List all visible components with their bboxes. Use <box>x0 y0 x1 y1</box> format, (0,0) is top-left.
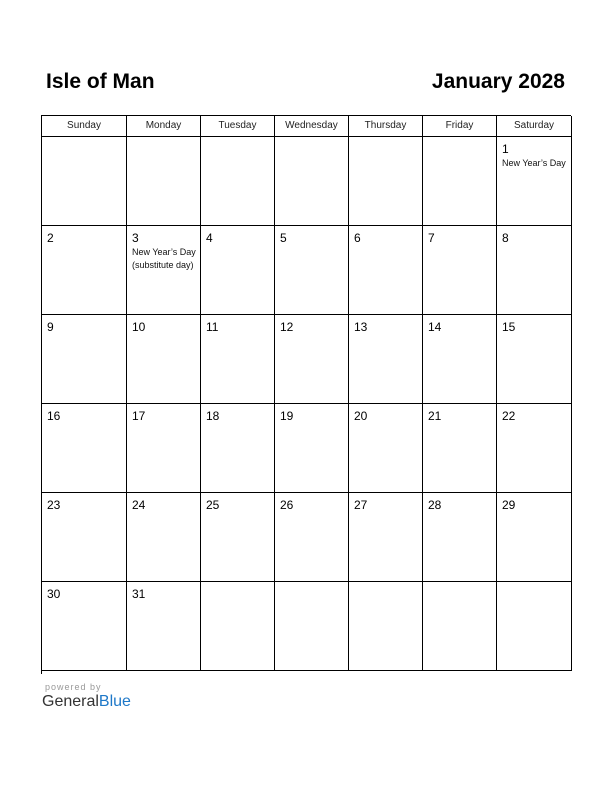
weekday-header: Tuesday <box>201 116 275 137</box>
day-cell <box>42 315 127 404</box>
day-cell <box>497 226 572 315</box>
day-cell <box>201 493 275 582</box>
day-cell <box>349 137 423 226</box>
day-number: 27 <box>354 498 368 512</box>
day-number: 6 <box>354 231 361 245</box>
day-number: 14 <box>428 320 442 334</box>
day-cell <box>423 493 497 582</box>
day-number: 15 <box>502 320 516 334</box>
day-number: 19 <box>280 409 294 423</box>
weekday-header: Friday <box>423 116 497 137</box>
logo-text-general: General <box>42 693 99 710</box>
day-cell <box>349 226 423 315</box>
day-number: 29 <box>502 498 516 512</box>
day-cell <box>275 493 349 582</box>
day-cell <box>275 404 349 493</box>
day-cell <box>423 137 497 226</box>
day-cell <box>201 315 275 404</box>
day-cell <box>349 315 423 404</box>
day-cell <box>127 137 201 226</box>
day-cell <box>497 582 572 671</box>
day-cell <box>275 137 349 226</box>
day-number: 1 <box>502 142 509 156</box>
day-number: 12 <box>280 320 294 334</box>
logo-text-blue: Blue <box>98 693 131 710</box>
day-cell <box>42 582 127 671</box>
day-cell <box>127 226 201 315</box>
weekday-header: Wednesday <box>275 116 349 137</box>
day-cell <box>349 493 423 582</box>
day-number: 2 <box>47 231 54 245</box>
day-cell <box>42 137 127 226</box>
day-number: 26 <box>280 498 294 512</box>
day-cell <box>497 404 572 493</box>
holiday-label: New Year’s Day <box>502 158 566 168</box>
day-number: 18 <box>206 409 220 423</box>
day-cell <box>275 226 349 315</box>
day-number: 9 <box>47 320 54 334</box>
day-number: 20 <box>354 409 368 423</box>
day-cell <box>423 404 497 493</box>
day-number: 3 <box>132 231 139 245</box>
day-cell <box>42 493 127 582</box>
day-number: 22 <box>502 409 516 423</box>
day-cell <box>349 404 423 493</box>
day-number: 31 <box>132 587 146 601</box>
day-number: 5 <box>280 231 287 245</box>
day-cell <box>423 315 497 404</box>
weekday-header: Monday <box>127 116 201 137</box>
day-cell <box>423 226 497 315</box>
day-number: 28 <box>428 498 442 512</box>
day-cell <box>127 404 201 493</box>
powered-by-label: powered by <box>45 682 102 692</box>
day-number: 16 <box>47 409 61 423</box>
day-number: 17 <box>132 409 146 423</box>
day-cell <box>497 315 572 404</box>
region-title: Isle of Man <box>46 70 155 93</box>
weekday-header: Sunday <box>42 116 127 137</box>
holiday-label: New Year’s Day (substitute day) <box>132 247 196 270</box>
day-number: 23 <box>47 498 61 512</box>
day-number: 21 <box>428 409 442 423</box>
day-number: 24 <box>132 498 146 512</box>
day-number: 10 <box>132 320 146 334</box>
day-cell <box>497 493 572 582</box>
day-number: 13 <box>354 320 368 334</box>
day-cell <box>497 137 572 226</box>
day-cell <box>201 582 275 671</box>
weekday-header: Saturday <box>497 116 572 137</box>
day-cell <box>201 137 275 226</box>
weekday-header: Thursday <box>349 116 423 137</box>
day-number: 4 <box>206 231 213 245</box>
day-cell <box>127 315 201 404</box>
day-cell <box>349 582 423 671</box>
day-cell <box>42 226 127 315</box>
day-cell <box>201 404 275 493</box>
day-number: 8 <box>502 231 509 245</box>
calendar-grid <box>41 115 571 674</box>
generalblue-logo[interactable] <box>42 693 131 711</box>
day-cell <box>275 315 349 404</box>
day-number: 30 <box>47 587 61 601</box>
day-cell <box>42 404 127 493</box>
month-title: January 2028 <box>431 70 565 93</box>
day-number: 7 <box>428 231 435 245</box>
day-cell <box>423 582 497 671</box>
day-cell <box>201 226 275 315</box>
day-cell <box>127 582 201 671</box>
day-cell <box>127 493 201 582</box>
day-number: 25 <box>206 498 220 512</box>
day-number: 11 <box>206 320 219 334</box>
day-cell <box>275 582 349 671</box>
